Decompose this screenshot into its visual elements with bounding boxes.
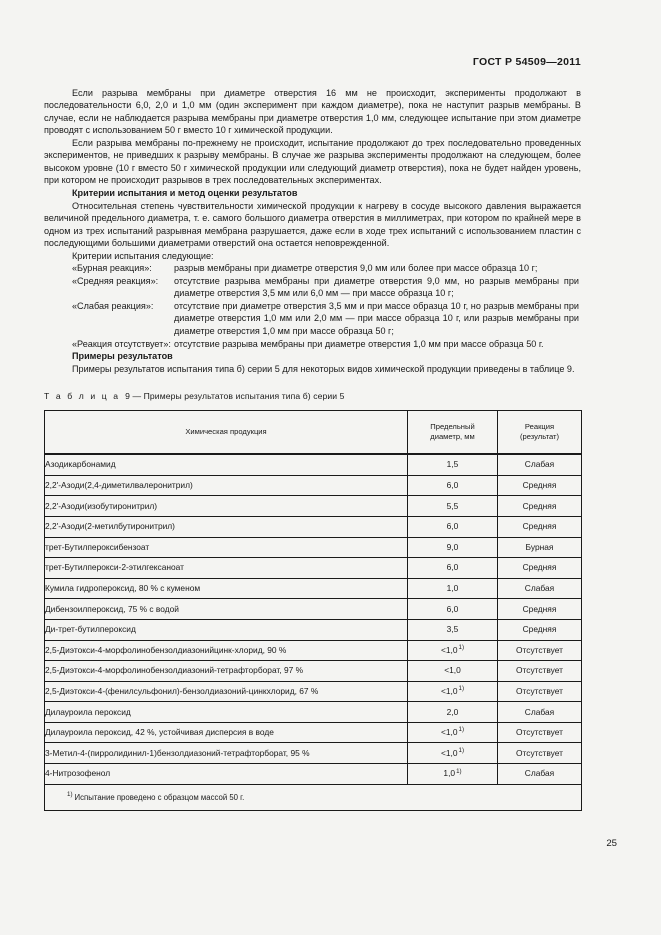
cell-limit-diameter-value: 1,0 [443,768,456,779]
cell-reaction: Средняя [498,619,582,640]
cell-limit-diameter-value: <1,0 [440,644,458,655]
criteria-item-none [44,338,581,351]
cell-product: 2,2'-Азоди(2,4-диметилвалеронитрил) [45,475,408,496]
cell-product: 3-Метил-4-(пирролидинил-1)бензолдиазоний-тетрафторборат, 95 % [45,743,408,764]
cell-reaction: Слабая [498,764,582,785]
column-header-product: Химическая продукция [45,411,408,455]
criteria-term: «Бурная реакция»: [72,263,152,274]
column-header-limit-diameter [408,411,498,455]
cell-limit-diameter [408,661,498,682]
results-table-foot [45,784,582,810]
cell-limit-diameter [408,516,498,537]
column-header-reaction-line1: Реакция [524,421,555,431]
column-header-reaction [498,411,582,455]
heading-result-examples: Примеры результатов [72,351,173,362]
cell-reaction: Бурная [498,537,582,558]
cell-limit-diameter-value: 5,5 [446,500,459,511]
criteria-list [44,262,581,350]
criteria-definition: разрыв мембраны при диаметре отверстия 9,0 мм или более при массе образца 10 г; [174,263,538,274]
cell-limit-diameter [408,681,498,702]
cell-footnote-marker: 1) [458,746,465,754]
table-caption-number: 9 [125,391,130,402]
cell-limit-diameter-value: 2,0 [446,706,459,717]
cell-limit-diameter-value: <1,0 [440,727,458,738]
criteria-term: «Средняя реакция»: [72,275,159,286]
table-footnote-row [45,784,582,810]
cell-limit-diameter-value: 9,0 [446,541,459,552]
cell-reaction: Отсутствует [498,722,582,743]
cell-product: Дибензоилпероксид, 75 % с водой [45,599,408,620]
cell-reaction: Средняя [498,558,582,579]
paragraph-repeat-experiments: Если разрыва мембраны по-прежнему не происходит, испытание продолжают до трех последовательно проведенных экспериментов, не приведших к разрыву мембраны. В случае же разрыва эксперименты продолжают на следующем, более высоком уровне (10 г вместо 50 г химической продукции или следующий диаметр отверстия), пока не будет найден уровень, при котором не происходит разрывов в трех последовательных экспериментах. [44,137,581,186]
standard-number-header: ГОСТ Р 54509—2011 [472,56,581,68]
cell-limit-diameter [408,496,498,517]
criteria-definition: отсутствие при диаметре отверстия 3,5 мм и при массе образца 10 г, но разрыв мембраны при диаметре отверстия 1,0 мм или 2,0 мм — при массе образца 10 г, или разрыв мембраны при диаметре отверстия 1,0 мм при массе образца 50 г; [174,300,579,336]
table-row [45,537,582,558]
criteria-item-medium [44,275,581,300]
cell-reaction: Отсутствует [498,743,582,764]
cell-limit-diameter [408,599,498,620]
cell-limit-diameter [408,764,498,785]
criteria-definition: отсутствие разрыва мембраны при диаметре отверстия 9,0 мм, но разрыв мембраны при диаметре отверстия 3,5 мм или 6,0 мм — при массе образца 10 г; [174,275,579,299]
cell-product: трет-Бутилперокси-2-этилгексаноат [45,558,408,579]
cell-reaction: Слабая [498,454,582,475]
heading-test-criteria: Критерии испытания и метод оценки результатов [72,187,298,198]
cell-reaction: Средняя [498,516,582,537]
cell-product: Дилауроила пероксид, 42 %, устойчивая дисперсия в воде [45,722,408,743]
cell-reaction: Средняя [498,599,582,620]
table-row [45,743,582,764]
results-table-body [45,454,582,784]
cell-product: 4-Нитрозофенол [45,764,408,785]
column-header-reaction-line2: (результат) [519,432,560,442]
cell-product: 2,2'-Азоди(изобутиронитрил) [45,496,408,517]
criteria-item-weak [44,300,581,338]
cell-limit-diameter [408,619,498,640]
page-number: 25 [606,838,617,849]
table-row [45,578,582,599]
cell-limit-diameter [408,743,498,764]
cell-limit-diameter-value: <1,0 [440,686,458,696]
table-caption-text: — Примеры результатов испытания типа б) серии 5 [132,391,345,402]
table-row [45,496,582,517]
cell-limit-diameter [408,475,498,496]
criteria-term: «Реакция отсутствует»: [72,338,171,349]
criteria-term: «Слабая реакция»: [72,300,154,311]
cell-product: Кумила гидропероксид, 80 % с куменом [45,578,408,599]
table-row [45,475,582,496]
criteria-definition: отсутствие разрыва мембраны при диаметре отверстия 1,0 мм при массе образца 50 г. [174,338,544,349]
cell-limit-diameter [408,558,498,579]
table-row [45,764,582,785]
cell-limit-diameter-value: 6,0 [446,480,459,491]
column-header-limit-diameter-line1: Предельный [430,421,475,431]
table-row [45,661,582,682]
cell-limit-diameter [408,702,498,723]
cell-footnote-marker: 1) [458,685,465,693]
cell-product: 2,2'-Азоди(2-метилбутиронитрил) [45,516,408,537]
footnote-text: Испытание проведено с образцом массой 50 г. [74,792,245,802]
table-row [45,599,582,620]
results-table [44,410,582,811]
table-header-row [45,411,582,455]
cell-product: трет-Бутилпероксибензоат [45,537,408,558]
table-row [45,640,582,661]
cell-product: 2,5-Диэтокси-4-морфолинобензолдиазоний-тетрафторборат, 97 % [45,661,408,682]
cell-limit-diameter [408,454,498,475]
table-row [45,681,582,702]
cell-limit-diameter-value: <1,0 [440,747,458,758]
cell-product: 2,5-Диэтокси-4-(фенилсульфонил)-бензолдиазоний-цинкхлорид, 67 % [45,681,408,702]
page-content [44,56,581,811]
cell-limit-diameter-value: 1,5 [446,459,459,470]
paragraph-membrane-sequence: Если разрыва мембраны при диаметре отверстия 16 мм не происходит, эксперименты продолжают в последовательности 6,0, 2,0 и 1,0 мм (один эксперимент при каждом диаметре), пока не наступит разрыв мембраны. В случае, если не наблюдается разрыва мембраны при диаметре отверстия 1,0 мм, следующее испытание при этом диаметре проводят с использованием 50 г вместо 10 г химической продукции. [44,87,581,136]
paragraph-examples-intro: Примеры результатов испытания типа б) серии 5 для некоторых видов химической продукции приведены в таблице 9. [72,363,575,374]
table-row [45,702,582,723]
criteria-item-violent [44,262,581,275]
cell-footnote-marker: 1) [458,726,465,734]
cell-product: 2,5-Диэтокси-4-морфолинобензолдиазонийцинк-хлорид, 90 % [45,640,408,661]
cell-reaction: Средняя [498,496,582,517]
cell-footnote-marker: 1) [456,767,462,775]
table-row [45,516,582,537]
table-row [45,454,582,475]
results-table-head [45,411,582,455]
paragraph-sensitivity-definition: Относительная степень чувствительности химической продукции к нагреву в сосуде высокого давления выражается величиной предельного диаметра, т. е. самого большого диаметра отверстия в миллиметрах, при котором по крайней мере в одном из трех испытаний разрывная мембрана разрушается, даже если в ходе трех испытаний с использованием пластин с последующими большими диаметрами отверстий она остается неповрежденной. [44,200,581,249]
table-row [45,619,582,640]
table-row [45,722,582,743]
cell-reaction: Средняя [498,475,582,496]
cell-reaction: Слабая [498,702,582,723]
cell-product: Азодикарбонамид [45,454,408,475]
table-footnote-cell [45,784,582,810]
cell-footnote-marker: 1) [458,644,465,652]
cell-limit-diameter [408,537,498,558]
table-caption-label: Т а б л и ц а [44,391,121,402]
cell-limit-diameter-value: 6,0 [446,521,459,532]
column-header-limit-diameter-line2: диаметр, мм [430,432,475,442]
cell-reaction: Отсутствует [498,661,582,682]
cell-limit-diameter-value: 6,0 [446,603,459,614]
cell-limit-diameter [408,640,498,661]
cell-product: Дилауроила пероксид [45,702,408,723]
table-row [45,558,582,579]
cell-limit-diameter [408,722,498,743]
cell-reaction: Слабая [498,578,582,599]
table-caption [44,390,581,402]
cell-reaction: Отсутствует [498,681,582,702]
cell-reaction: Отсутствует [498,640,582,661]
cell-limit-diameter-value: <1,0 [444,665,461,676]
cell-limit-diameter-value: 6,0 [446,562,459,573]
cell-limit-diameter-value: 1,0 [446,583,459,594]
cell-limit-diameter [408,578,498,599]
footnote-marker: 1) [67,791,73,799]
paragraph-criteria-intro: Критерии испытания следующие: [72,250,214,261]
cell-limit-diameter-value: 3,5 [446,624,459,635]
cell-product: Ди-трет-бутилпероксид [45,619,408,640]
